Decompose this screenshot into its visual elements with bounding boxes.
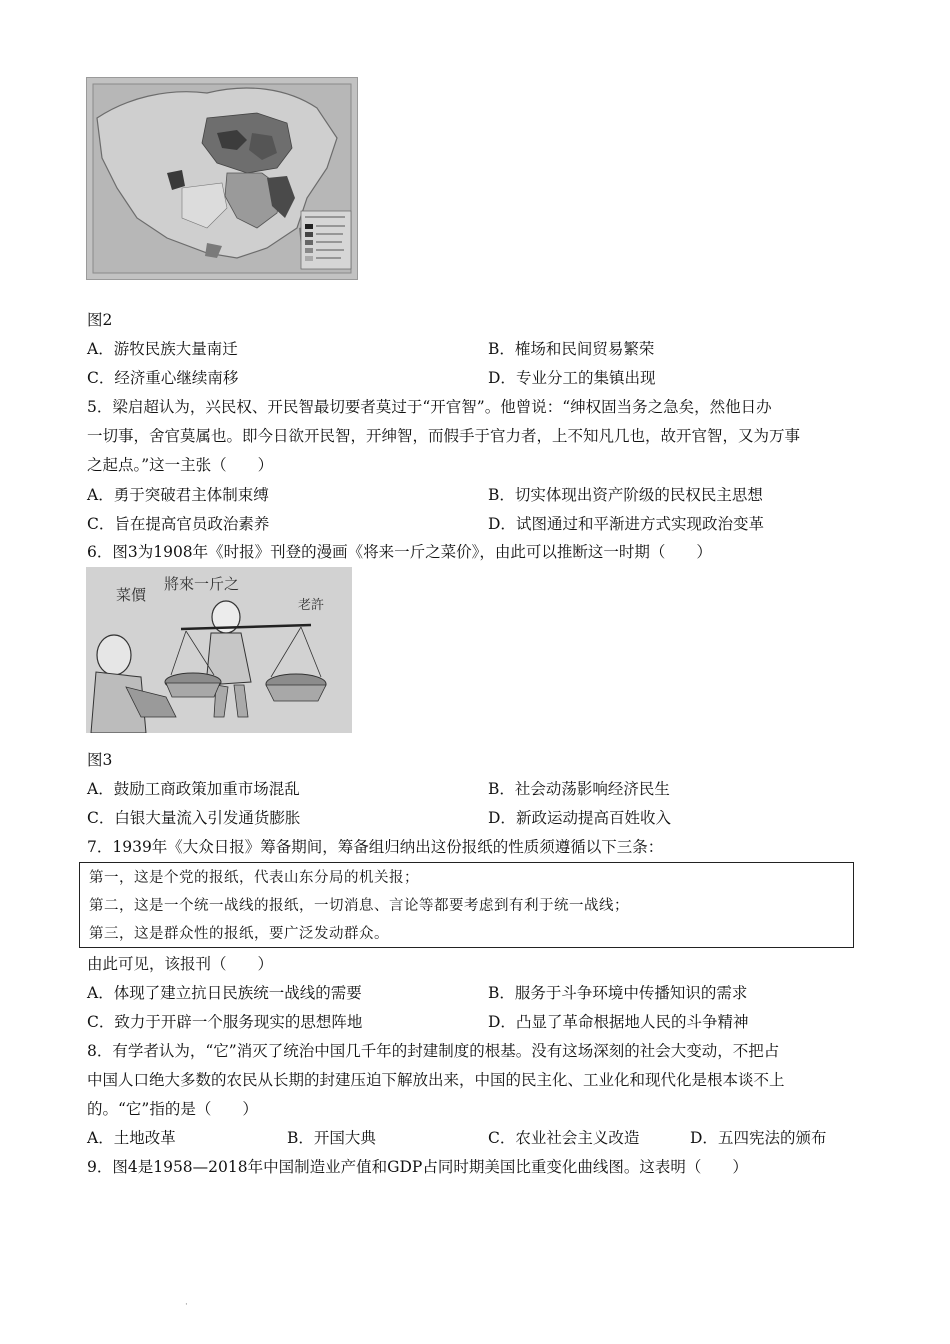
q5-option-c[interactable]: C．旨在提高官员政治素养 (87, 515, 270, 533)
q5-stem-line-3: 之起点。”这一主张（ ） (87, 456, 274, 474)
figure-2-caption: 图2 (87, 311, 113, 329)
q7-option-b[interactable]: B．服务于斗争环境中传播知识的需求 (488, 984, 748, 1002)
q6-option-d[interactable]: D．新政运动提高百姓收入 (488, 809, 671, 827)
q6-stem: 6．图3为1908年《时报》刊登的漫画《将来一斤之菜价》，由此可以推断这一时期（ ） (87, 543, 712, 561)
figure-3-cartoon-image (86, 567, 352, 733)
q8-stem-line-2: 中国人口绝大多数的农民从长期的封建压迫下解放出来，中国的民主化、工业化和现代化是根本谈不上 (87, 1071, 785, 1089)
page-mark: · (185, 1300, 188, 1310)
q7-quote-line-3: 第三，这是群众性的报纸，要广泛发动群众。 (89, 926, 389, 942)
figure-3-caption: 图3 (87, 751, 113, 769)
q4-option-a[interactable]: A．游牧民族大量南迁 (87, 340, 238, 358)
cartoon-title-right: 將來一斤之 (164, 575, 240, 593)
q5-option-d[interactable]: D．试图通过和平渐进方式实现政治变革 (488, 515, 764, 533)
map-illustration (87, 78, 357, 279)
figure-2-map-image (86, 77, 358, 280)
q6-option-b[interactable]: B．社会动荡影响经济民生 (488, 780, 670, 798)
q8-option-a[interactable]: A．土地改革 (87, 1129, 176, 1147)
cartoon-tag: 老許 (298, 598, 325, 613)
q8-option-c[interactable]: C．农业社会主义改造 (488, 1129, 640, 1147)
q8-stem-line-3: 的。“它”指的是（ ） (87, 1100, 258, 1118)
q7-quote-line-2: 第二，这是一个统一战线的报纸，一切消息、言论等都要考虑到有利于统一战线； (89, 898, 629, 914)
q5-option-b[interactable]: B．切实体现出资产阶级的民权民主思想 (488, 486, 763, 504)
cartoon-illustration (86, 567, 352, 733)
q6-option-c[interactable]: C．白银大量流入引发通货膨胀 (87, 809, 301, 827)
q7-follow: 由此可见，该报刊（ ） (87, 955, 274, 973)
q7-quote-box (79, 862, 854, 948)
q4-option-b[interactable]: B．榷场和民间贸易繁荣 (488, 340, 655, 358)
cartoon-title-left: 菜價 (116, 586, 147, 604)
q7-stem: 7．1939年《大众日报》筹备期间，筹备组归纳出这份报纸的性质须遵循以下三条： (87, 838, 664, 856)
q5-stem-line-2: 一切事，舍官莫属也。即今日欲开民智，开绅智，而假手于官力者，上不知凡几也，故开官智，又为万事 (87, 427, 801, 445)
q8-option-b[interactable]: B．开国大典 (287, 1129, 376, 1147)
q9-stem: 9．图4是1958—2018年中国制造业产值和GDP占同时期美国比重变化曲线图。这表明（ ） (87, 1158, 748, 1176)
q7-option-d[interactable]: D．凸显了革命根据地人民的斗争精神 (488, 1013, 749, 1031)
q8-stem-line-1: 8．有学者认为，“它”消灭了统治中国几千年的封建制度的根基。没有这场深刻的社会大变动，不把占 (87, 1042, 780, 1060)
q7-option-c[interactable]: C．致力于开辟一个服务现实的思想阵地 (87, 1013, 363, 1031)
q4-option-d[interactable]: D．专业分工的集镇出现 (488, 369, 656, 387)
q6-option-a[interactable]: A．鼓励工商政策加重市场混乱 (87, 780, 300, 798)
q4-option-c[interactable]: C．经济重心继续南移 (87, 369, 239, 387)
q5-stem-line-1: 5．梁启超认为，兴民权、开民智最切要者莫过于“开官智”。他曾说：“绅权固当务之急矣，然他日办 (87, 398, 772, 416)
q5-option-a[interactable]: A．勇于突破君主体制束缚 (87, 486, 269, 504)
q7-quote-line-1: 第一，这是个党的报纸，代表山东分局的机关报； (89, 870, 419, 886)
q7-option-a[interactable]: A．体现了建立抗日民族统一战线的需要 (87, 984, 362, 1002)
q8-option-d[interactable]: D．五四宪法的颁布 (690, 1129, 827, 1147)
